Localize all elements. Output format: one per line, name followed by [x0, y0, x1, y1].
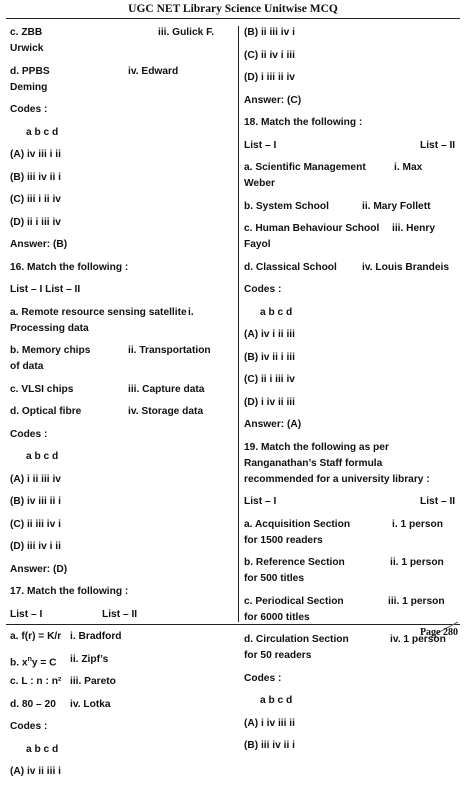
- text-line: c. VLSI chips iii. Capture data: [10, 383, 205, 395]
- codes-header: a b c d: [260, 695, 293, 706]
- codes-label: Codes :: [10, 428, 48, 440]
- text-line: b. $x^ny = C$ ii. Zipf’s: [10, 653, 109, 668]
- footer-rule: [6, 624, 460, 625]
- page-number: Page 280: [419, 627, 458, 638]
- text-line: b. Memory chips ii. Transportation: [10, 345, 211, 356]
- option: (D) i iv ii iii: [244, 396, 295, 408]
- text-line: b. System School ii. Mary Follett: [244, 200, 431, 212]
- question-title: 18. Match the following :: [244, 117, 363, 128]
- text-line: d. Optical fibre iv. Storage data: [10, 406, 204, 417]
- codes-label: Codes :: [10, 104, 48, 115]
- option: (C) ii iii iv i: [10, 518, 61, 530]
- codes-header: a b c d: [26, 743, 59, 755]
- option: (B) ii iii iv i: [244, 27, 295, 38]
- option: (A) iv iii i ii: [10, 149, 61, 160]
- option: (B) iv ii i iii: [244, 351, 295, 363]
- codes-label: Codes :: [244, 672, 282, 684]
- text-line: Deming: [10, 81, 48, 93]
- text-line: c. L : n : n² iii. Pareto: [10, 676, 116, 687]
- text-line: d. 80 – 20 iv. Lotka: [10, 698, 111, 710]
- question-title: 16. Match the following :: [10, 261, 129, 273]
- text-line: Processing data: [10, 322, 89, 334]
- answer: Answer: (B): [10, 239, 68, 250]
- page-header-title: UGC NET Library Science Unitwise MCQ: [128, 3, 338, 15]
- list-header: List – I List – II: [10, 284, 81, 295]
- codes-label: Codes :: [244, 284, 282, 295]
- option: (B) iii iv ii i: [244, 740, 295, 751]
- left-column: [10, 26, 232, 788]
- codes-header: a b c d: [260, 306, 293, 318]
- question-title: recommended for a university library :: [244, 473, 430, 485]
- option: (A) iv i ii iii: [244, 329, 295, 340]
- option: (D) iii iv i ii: [10, 541, 61, 552]
- list-header: List – I List – II: [244, 139, 456, 151]
- text-line: d. Classical School iv. Louis Brandeis: [244, 261, 449, 273]
- text-line: for 6000 titles: [244, 611, 310, 623]
- text-line: a. f(r) = K/r i. Bradford: [10, 631, 122, 642]
- option: (A) iv ii iii i: [10, 766, 61, 777]
- text-line: for 1500 readers: [244, 534, 323, 546]
- text-line: c. Periodical Section iii. 1 person: [244, 595, 445, 607]
- option: (A) i ii iii iv: [10, 473, 61, 485]
- text-line: a. Acquisition Section i. 1 person: [244, 518, 443, 530]
- codes-header: a b c d: [26, 126, 59, 138]
- option: (D) ii i iii iv: [10, 216, 61, 228]
- codes-header: a b c d: [26, 451, 59, 462]
- text-line: Fayol: [244, 239, 271, 250]
- header-rule: [6, 18, 460, 19]
- question-title: Ranganathan’s Staff formula: [244, 457, 383, 469]
- option: (B) iii iv ii i: [10, 171, 61, 183]
- option: (B) iv iii ii i: [10, 496, 61, 507]
- answer: Answer: (C): [244, 94, 302, 106]
- text-line: for 500 titles: [244, 573, 305, 584]
- question-title: 19. Match the following as per: [244, 441, 389, 453]
- text-line: c. Human Behaviour School iii. Henry: [244, 223, 436, 234]
- text-line: for 50 readers: [244, 650, 312, 661]
- text-line: Weber: [244, 178, 275, 189]
- list-header: List – I List – II: [244, 496, 456, 507]
- option: (C) ii i iii iv: [244, 374, 295, 385]
- text-line: c. ZBB iii. Gulick F.: [10, 27, 215, 38]
- column-divider: [238, 26, 239, 622]
- list-header: List – I List – II: [10, 608, 138, 620]
- text-line: a. Scientific Management i. Max: [244, 162, 423, 173]
- option: (A) i iv iii ii: [244, 717, 295, 729]
- option: (C) ii iv i iii: [244, 49, 295, 61]
- option: (C) iii i ii iv: [10, 194, 61, 205]
- question-title: 17. Match the following :: [10, 586, 129, 597]
- text-line: d. Circulation Section iv. 1 person: [244, 634, 446, 645]
- text-line: a. Remote resource sensing satellite i.: [10, 306, 194, 318]
- codes-label: Codes :: [10, 721, 48, 732]
- text-line: of data: [10, 361, 44, 372]
- answer: Answer: (A): [244, 419, 302, 430]
- option: (D) i iii ii iv: [244, 72, 295, 83]
- text-line: d. PPBS iv. Edward: [10, 65, 179, 77]
- right-column: [244, 26, 458, 762]
- text-line: b. Reference Section ii. 1 person: [244, 557, 444, 568]
- text-line: Urwick: [10, 43, 44, 54]
- answer: Answer: (D): [10, 563, 68, 575]
